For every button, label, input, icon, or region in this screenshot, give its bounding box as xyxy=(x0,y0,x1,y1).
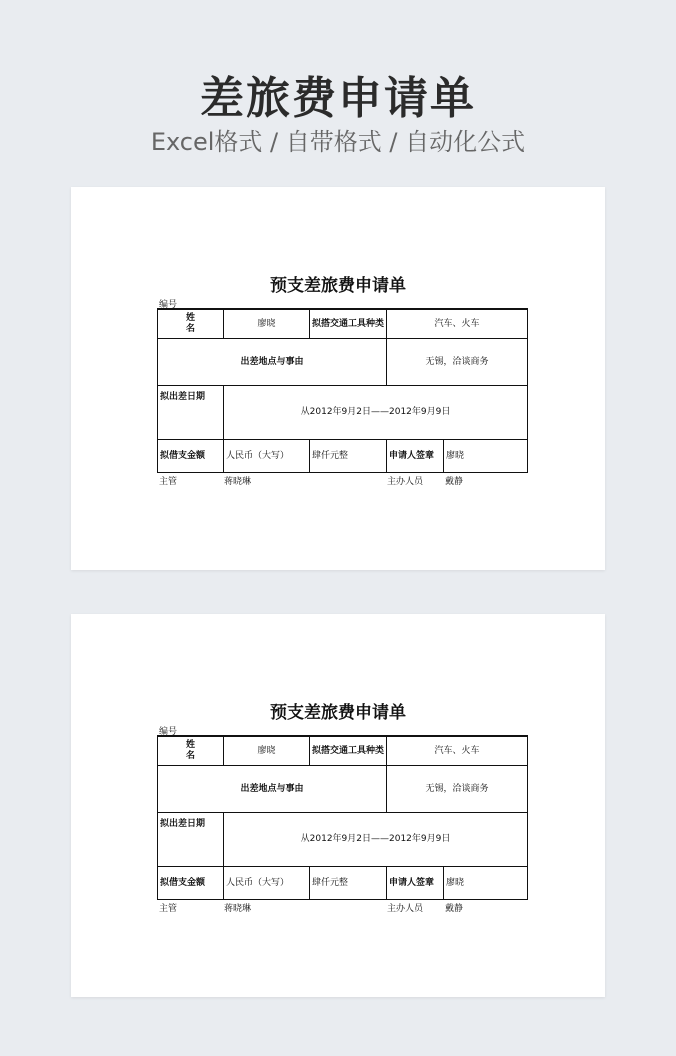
destination-value: 无锡，洽谈商务 xyxy=(387,766,528,813)
destination-label: 出差地点与事由 xyxy=(158,766,387,813)
transport-value: 汽车、火车 xyxy=(387,309,528,339)
date-value: 从2012年9月2日——2012年9月9日 xyxy=(224,813,528,867)
form-title: 预支差旅费申请单 xyxy=(270,276,406,296)
amount-label: 拟借支金额 xyxy=(158,440,224,473)
applicant-label: 申请人签章 xyxy=(387,867,444,900)
destination-value: 无锡，洽谈商务 xyxy=(387,339,528,386)
amount-value: 肆仟元整 xyxy=(310,440,387,473)
name-label xyxy=(158,309,224,339)
supervisor-value: 蒋晓琳 xyxy=(224,904,252,914)
form-sheet-preview-1 xyxy=(71,187,605,570)
amount-label: 拟借支金额 xyxy=(158,867,224,900)
form-sheet-preview-2 xyxy=(71,614,605,997)
transport-label: 拟搭交通工具种类 xyxy=(310,736,387,766)
date-value: 从2012年9月2日——2012年9月9日 xyxy=(224,386,528,440)
name-label xyxy=(158,736,224,766)
serial-label: 编号 xyxy=(159,300,178,310)
form-table xyxy=(157,735,528,900)
supervisor-label: 主管 xyxy=(159,477,178,487)
serial-label: 编号 xyxy=(159,727,178,737)
page-subtitle: Excel格式 / 自带格式 / 自动化公式 xyxy=(150,128,526,156)
name-value: 廖晓 xyxy=(224,736,310,766)
name-label-text: 姓 名 xyxy=(185,313,195,334)
applicant-value: 廖晓 xyxy=(444,867,528,900)
amount-currency: 人民币（大写） xyxy=(224,867,310,900)
transport-label: 拟搭交通工具种类 xyxy=(310,309,387,339)
form-footer xyxy=(71,474,605,488)
form-table xyxy=(157,308,528,473)
handler-value: 戴静 xyxy=(445,477,464,487)
amount-value: 肆仟元整 xyxy=(310,867,387,900)
destination-label: 出差地点与事由 xyxy=(158,339,387,386)
transport-value: 汽车、火车 xyxy=(387,736,528,766)
amount-currency: 人民币（大写） xyxy=(224,440,310,473)
applicant-label: 申请人签章 xyxy=(387,440,444,473)
form-title: 预支差旅费申请单 xyxy=(270,703,406,723)
name-value: 廖晓 xyxy=(224,309,310,339)
handler-value: 戴静 xyxy=(445,904,464,914)
form-footer xyxy=(71,901,605,915)
supervisor-label: 主管 xyxy=(159,904,178,914)
handler-label: 主办人员 xyxy=(387,477,424,487)
name-label-text: 姓 名 xyxy=(185,740,195,761)
date-label: 拟出差日期 xyxy=(158,386,224,440)
page-title: 差旅费申请单 xyxy=(200,73,476,124)
handler-label: 主办人员 xyxy=(387,904,424,914)
applicant-value: 廖晓 xyxy=(444,440,528,473)
supervisor-value: 蒋晓琳 xyxy=(224,477,252,487)
date-label: 拟出差日期 xyxy=(158,813,224,867)
